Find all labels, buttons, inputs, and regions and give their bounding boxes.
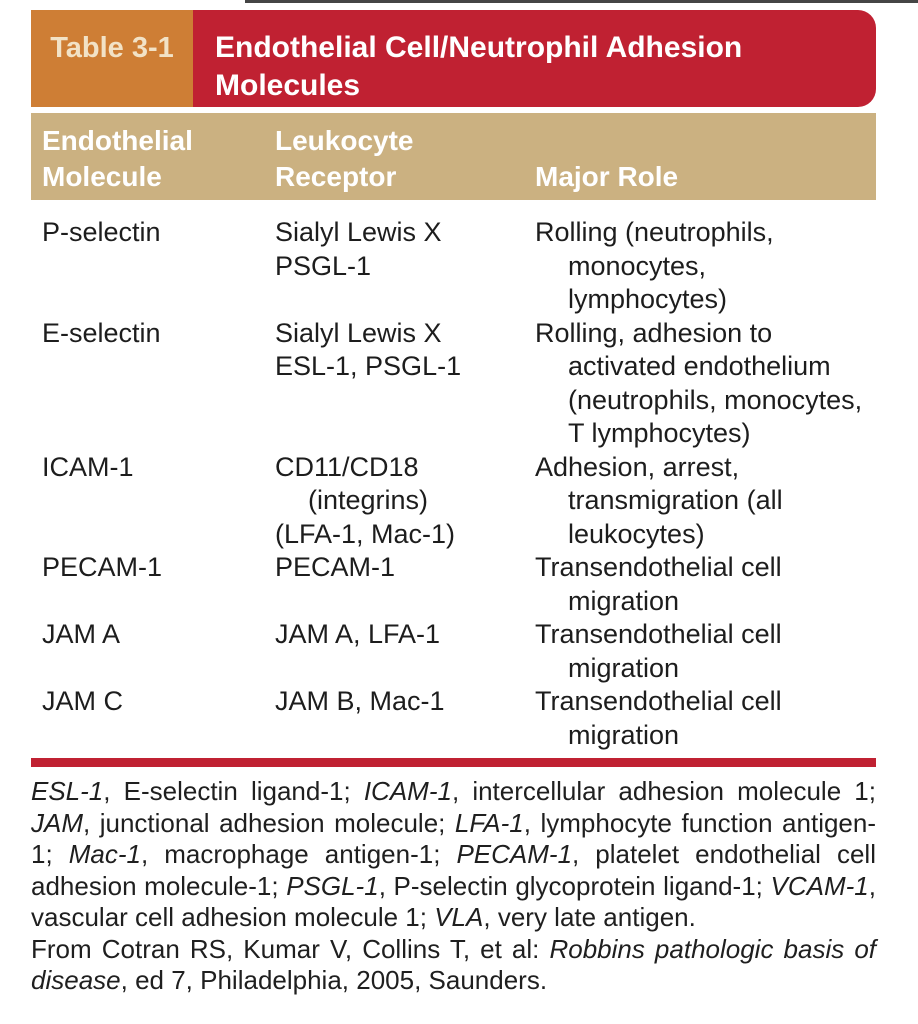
cell-line: Sialyl Lewis X xyxy=(275,217,442,247)
cell-line: JAM C xyxy=(42,686,123,716)
footnote xyxy=(31,776,876,997)
cell-line: T lymphocytes) xyxy=(568,418,751,448)
table-cell-receptor xyxy=(275,216,535,317)
cell-line: Sialyl Lewis X xyxy=(275,317,442,348)
table-body xyxy=(31,216,876,752)
footnote-term: LFA-1 xyxy=(454,807,524,838)
footnote-text: , platelet endothelial cell adhesion molecule-1; xyxy=(31,839,876,901)
footnote-term: Robbins pathologic basis of disease xyxy=(31,933,877,995)
cell-line: Transendothelial cell xyxy=(535,552,782,582)
footnote-text: , E-selectin ligand-1; xyxy=(103,776,364,806)
footnote-term: Mac-1 xyxy=(68,839,141,869)
cell-line: ESL-1, PSGL-1 xyxy=(275,351,462,381)
table-cell-role xyxy=(535,216,876,317)
page-top-rule xyxy=(245,0,918,3)
footnote-text: From Cotran RS, Kumar V, Collins T, et al: xyxy=(31,933,550,964)
footnote-text: , vascular cell adhesion molecule 1; xyxy=(31,870,876,932)
footnote-term: PECAM-1 xyxy=(456,839,573,869)
cell-line: Transendothelial cell xyxy=(535,619,782,649)
table-cell-molecule xyxy=(31,451,275,552)
footnote-term: JAM xyxy=(31,807,83,838)
footnote-text: , P-selectin glycoprotein ligand-1; xyxy=(378,870,771,901)
cell-line: migration xyxy=(568,585,680,616)
footnote-term: ICAM-1 xyxy=(363,776,452,806)
footnote-term: ESL-1 xyxy=(31,776,104,806)
cell-line: Rolling (neutrophils, xyxy=(535,217,774,247)
cell-line: Transendothelial cell xyxy=(535,686,782,716)
cell-line: JAM B, Mac-1 xyxy=(275,686,445,716)
cell-line: CD11/CD18 xyxy=(275,451,419,482)
table-cell-receptor xyxy=(275,685,535,752)
footnote-term: VCAM-1 xyxy=(770,870,869,901)
table-title-box xyxy=(193,10,876,107)
footnote-text: , macrophage antigen-1; xyxy=(140,839,457,869)
table-row xyxy=(31,551,876,618)
cell-line: migration xyxy=(568,719,680,750)
table-cell-role xyxy=(535,451,876,552)
table-cell-receptor xyxy=(275,618,535,685)
table-label: Table 3-1 xyxy=(50,32,174,64)
table-cell-receptor xyxy=(275,451,535,552)
table-cell-molecule xyxy=(31,216,275,317)
cell-line: PECAM-1 xyxy=(42,552,163,582)
cell-line: PSGL-1 xyxy=(275,250,372,281)
cell-line: P-selectin xyxy=(42,217,161,247)
footnote-text: , junctional adhesion molecule; xyxy=(83,807,455,838)
table-cell-role xyxy=(535,685,876,752)
table-cell-molecule xyxy=(31,317,275,451)
footnote-text: , lymphocyte function antigen-1; xyxy=(31,807,877,869)
table-bottom-rule xyxy=(31,758,876,767)
table-row xyxy=(31,618,876,685)
cell-line: lymphocytes) xyxy=(568,284,728,314)
footnote-text: , intercellular adhesion molecule 1; xyxy=(451,776,876,806)
cell-line: migration xyxy=(568,652,680,683)
footnote-text: , very late antigen. xyxy=(483,902,696,932)
cell-line: (neutrophils, monocytes, xyxy=(568,384,863,415)
header-col-endothelial-molecule: Endothelial Molecule xyxy=(42,125,193,192)
cell-line: (integrins) xyxy=(308,485,429,515)
table-header-band xyxy=(31,113,876,200)
cell-line: PECAM-1 xyxy=(275,552,396,582)
table-label-tab xyxy=(31,10,193,107)
header-col-major-role: Major Role xyxy=(535,161,679,192)
table-cell-role xyxy=(535,618,876,685)
table-cell-receptor xyxy=(275,317,535,451)
table-cell-role xyxy=(535,317,876,451)
table-cell-role xyxy=(535,551,876,618)
footnote-term: VLA xyxy=(434,902,484,932)
header-col-leukocyte-receptor: Leukocyte Receptor xyxy=(275,125,414,192)
cell-line: E-selectin xyxy=(42,317,161,348)
table-cell-molecule xyxy=(31,551,275,618)
footnote-source xyxy=(31,934,876,997)
footnote-term: PSGL-1 xyxy=(286,870,379,901)
cell-line: monocytes, xyxy=(568,250,707,281)
table-row xyxy=(31,451,876,552)
table-3-1 xyxy=(31,10,876,997)
cell-line: Rolling, adhesion to xyxy=(535,317,773,348)
cell-line: Adhesion, arrest, xyxy=(535,451,740,482)
footnote-text: , ed 7, Philadelphia, 2005, Saunders. xyxy=(120,965,548,995)
cell-line: (LFA-1, Mac-1) xyxy=(275,518,456,549)
table-cell-molecule xyxy=(31,618,275,685)
cell-line: JAM A xyxy=(42,619,121,649)
table-row xyxy=(31,216,876,317)
cell-line: leukocytes) xyxy=(568,518,705,549)
cell-line: activated endothelium xyxy=(568,351,831,381)
footnote-abbreviations xyxy=(31,776,876,934)
table-cell-molecule xyxy=(31,685,275,752)
table-cell-receptor xyxy=(275,551,535,618)
cell-line: JAM A, LFA-1 xyxy=(275,619,441,649)
table-row xyxy=(31,317,876,451)
cell-line: transmigration (all xyxy=(568,485,783,515)
table-row xyxy=(31,685,876,752)
table-title: Endothelial Cell/Neutrophil Adhesion Molecules xyxy=(215,31,743,102)
cell-line: ICAM-1 xyxy=(42,451,134,482)
table-title-bar xyxy=(31,10,876,107)
